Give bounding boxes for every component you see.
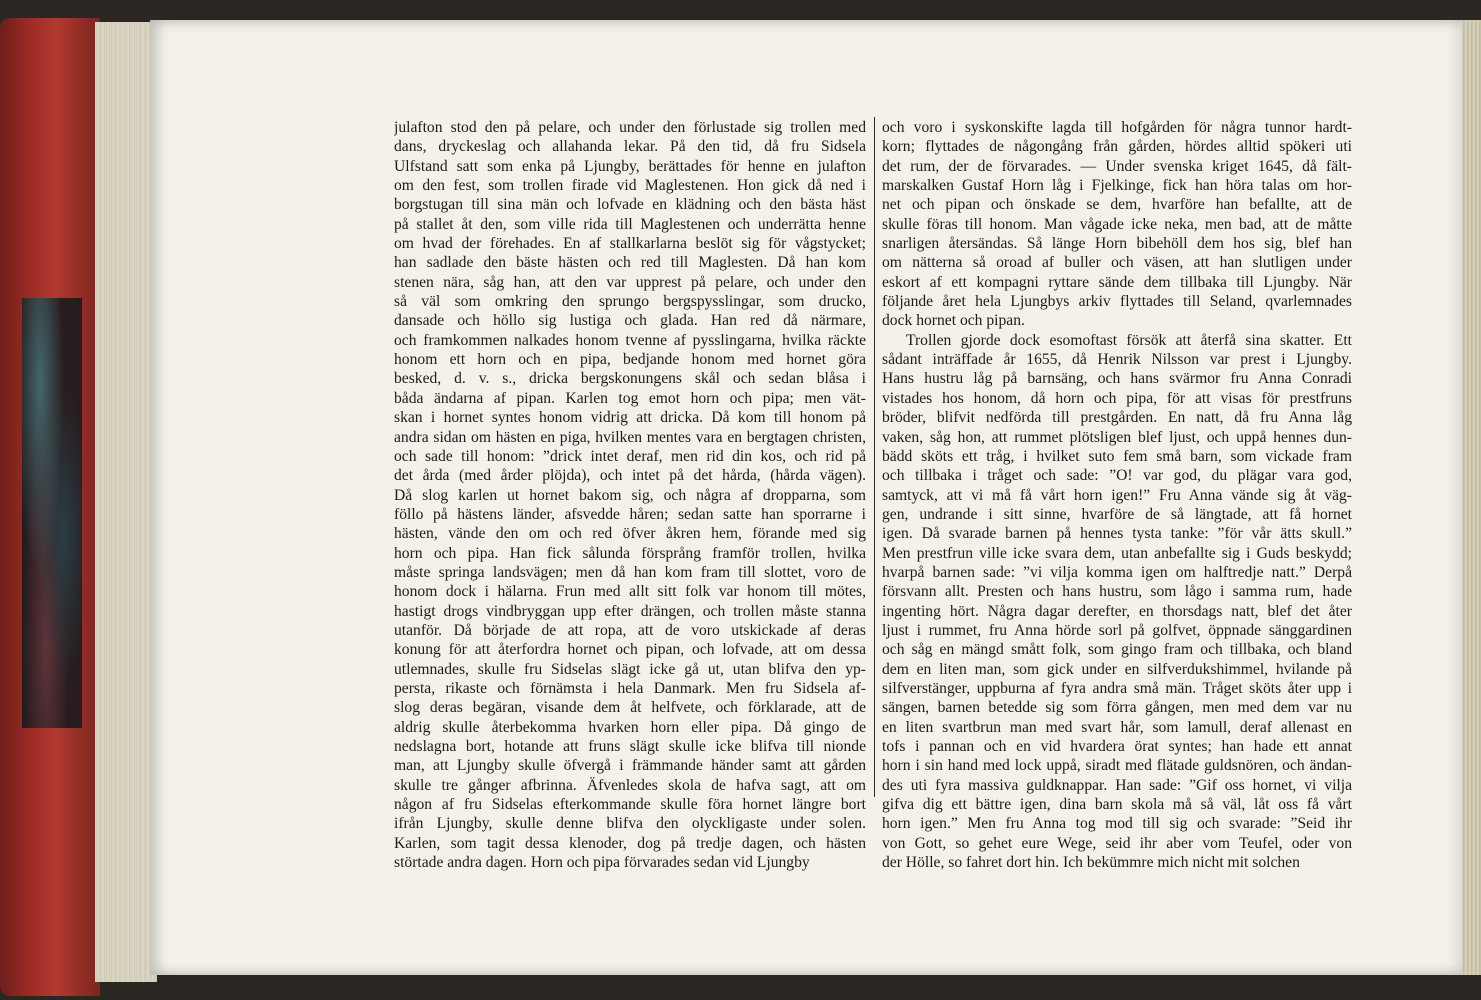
text-line: aldrig skulle återbekomma hvarken horn eller pipa. Då gingo de (394, 718, 866, 736)
text-line: och voro i syskonskifte lagda till hofgården för några tunnor hardt- (882, 119, 1352, 136)
text-line: igen. Då svarade barnen på hennes tysta tanke: ”för vår ätts skull.” (882, 525, 1352, 543)
text-line: hästen, vände den om och red öfver åkren hem, förande med sig (394, 525, 866, 543)
marbled-endpaper (22, 298, 82, 728)
text-line: stenen nära, såg han, att den var upprest på pelare, och under den (394, 273, 866, 291)
page-edges-left (95, 22, 157, 982)
text-line: utlemnades, skulle fru Sidselas slägt icke gå ut, utan blifva den yp- (394, 660, 866, 678)
text-line: båda ändarna af pipan. Karlen tog emot horn och pipa; men vät- (394, 389, 866, 407)
text-line: der Hölle, so fahret dort hin. Ich bekümmre mich nicht mit solchen (882, 854, 1300, 872)
text-line: och såg en mängd smått folk, som gingo fram och tillbaka, och bland (882, 641, 1352, 659)
text-line: det rum, der de förvarades. — Under svenska kriget 1645, då fält- (882, 157, 1352, 175)
text-line: man, att Ljungby skulle öfvergå i främmande händer samt att gården (394, 757, 866, 775)
text-line: eskort af ett kompagni ryttare sände dem tillbaka till Ljungby. När (882, 273, 1352, 291)
text-line: dem en liten man, som gick under en silfverdukshimmel, hvilande på (882, 660, 1352, 678)
text-line: bröder, blifvit nedförda till prestgården. En natt, då fru Anna låg (882, 409, 1352, 427)
text-line: ifrån Ljungby, skulle denne blifva den olyckligaste under solen. (394, 815, 866, 833)
text-line: samtyck, att vi må få vårt horn igen!” Fru Anna vände sig åt väg- (882, 486, 1352, 504)
text-line: hastigt drogs vindbryggan upp efter drängen, och trollen måste stanna (394, 602, 866, 620)
text-column-left (394, 118, 866, 872)
text-line: horn och pipa. Han fick sålunda försprång framför trollen, hvilka (394, 544, 866, 562)
text-line: korn; flyttades de någongång från gården, hördes alltid spökeri uti (882, 138, 1352, 156)
text-line: försvann allt. Presten och hans hustru, som lågo i samma rum, hade (882, 583, 1352, 601)
text-line: dansade och höllo sig lustiga och glada. Han red då närmare, (394, 312, 866, 330)
text-line: slog deras begäran, visande dem åt helfvete, och förklarade, att de (394, 699, 866, 717)
text-line: Då slog karlen ut hornet bakom sig, och några af dropparna, som (394, 486, 866, 504)
text-line: snarligen återsändas. Så länge Horn bibehöll dem hos sig, blef han (882, 235, 1352, 253)
text-line: sängen, barnen betedde sig som förra gången, men med dem var nu (882, 699, 1352, 717)
text-line: marskalken Gustaf Horn låg i Fjelkinge, fick han höra talas om hor- (882, 177, 1352, 195)
text-line: honom ett horn och en pipa, bedjande honom med hornet göra (394, 351, 866, 369)
text-line: vaken, såg hon, att rummet plötsligen blef ljust, och uppå hennes dun- (882, 428, 1352, 446)
text-line: tofs i pannan och en vid hvardera örat syntes; han hade ett annat (882, 738, 1352, 755)
text-line: horn igen.” Men fru Anna tog mod till sig och svarade: ”Seid ihr (882, 815, 1352, 833)
text-column-right (882, 118, 1352, 872)
text-line: nedslagna bort, hotande att fruns slägt skulle icke blifva till nionde (394, 738, 866, 755)
text-line: skan i hornet syntes honom vidrig att dricka. Då kom till honom på (394, 409, 866, 427)
text-line: dans, dryckeslag och allahanda lekar. På den tid, då fru Sidsela (394, 138, 866, 156)
page-edges-right (1462, 20, 1481, 975)
text-line: bädd sköts ett tråg, i hvilket suto fem små barn, som vickade fram (882, 447, 1352, 465)
text-line: han sadlade den bäste hästen och red till Maglesten. Då han kom (394, 254, 866, 272)
text-line: des uti fyra massiva guldknappar. Han sade: ”Gif oss hornet, vi vilja (882, 776, 1352, 794)
text-line: gifva dig ett bättre igen, dina barn skola må så väl, låt oss få vårt (882, 796, 1352, 814)
text-line: så väl som omkring den sprungo bergspysslingar, som drucko, (394, 293, 866, 311)
text-line: det årda (med årder plöjda), och intet på det hårda, (hårda vägen). (394, 467, 866, 485)
text-line: Trollen gjorde dock esomoftast försök att återfå sina skatter. Ett (906, 331, 1352, 349)
text-line: persta, rikaste och förnämsta i hela Danmark. Men fru Sidsela af- (394, 679, 866, 697)
text-line: julafton stod den på pelare, och under den förlustade sig trollen med (394, 119, 866, 136)
text-line: om nätterna så oroad af buller och väsen, att han slutligen under (882, 254, 1352, 272)
text-line: horn i sin hand med lock uppå, siradt med flätade guldsnören, och ändan- (882, 757, 1352, 775)
text-line: Men prestfrun ville icke svara dem, utan anbefallte sig i Guds beskydd; (882, 544, 1352, 562)
text-line: silfverstänger, uppburna af fyra andra små män. Tråget sköts åter upp i (882, 679, 1352, 697)
text-line: besked, d. v. s., dricka bergskonungens skål och sedan blåsa i (394, 370, 866, 388)
text-line: skulle tre gånger afbrinna. Äfvenledes skola de hafva sagt, att om (394, 776, 866, 794)
text-line: störtade andra dagen. Horn och pipa förvarades sedan vid Ljungby (394, 854, 810, 872)
text-line: Ulfstand satt som enka på Ljungby, berättades för henne en julafton (394, 157, 866, 175)
text-line: föllo på hästens länder, afsvedde håren; sedan satte han sporrarne i (394, 505, 866, 523)
text-line: net och pipan och önskade se dem, hvarföre han befallte, att de (882, 196, 1352, 214)
text-line: följande året hela Ljungbys arkiv flyttades till Seland, qvarlemnades (882, 293, 1352, 311)
text-line: en liten svartbrun man med svart hår, som lamull, deraf allenast en (882, 718, 1352, 736)
text-line: Karlen, som tagit dessa klenoder, dog på tredje dagen, och hästen (394, 834, 866, 852)
text-line: gen, undrande i sitt sinne, hvarföre de så längtade, att få hornet (882, 505, 1352, 523)
column-divider (874, 117, 875, 797)
text-line: om hvad der förehades. En af stallkarlarna beslöt sig för vågstycket; (394, 235, 866, 253)
text-line: och sade till honom: ”drick intet deraf, men rid din kos, och rid på (394, 447, 866, 465)
text-line: utanför. Då började de att ropa, att de voro utskickade af deras (394, 621, 866, 639)
text-line: måste springa landsvägen; men då han kom fram till slottet, voro de (394, 563, 866, 581)
text-line: borgstugan till sina män och lofvade en klädning och den bästa häst (394, 196, 866, 214)
text-line: ljust i rummet, fru Anna hörde sorl på golfvet, öppnade sänggardinen (882, 621, 1352, 639)
text-line: vistades hos honom, då horn och pipa, för att visas för prestfruns (882, 389, 1352, 407)
text-line: någon af fru Sidselas efterkommande skulle föra hornet längre bort (394, 796, 866, 814)
text-line: konung för att återfordra hornet och pipan, och lofvade, att om dessa (394, 641, 866, 659)
text-line: ingenting hört. Några dagar derefter, en thorsdags natt, blef det åter (882, 602, 1352, 620)
text-line: och tillbaka i tråget och sade: ”O! var god, du plägar vara god, (882, 467, 1352, 485)
text-line: och framkommen nalkades honom tvenne af pysslingarna, hvilka räckte (394, 331, 866, 349)
text-line: på stallet åt den, som ville rida till Maglestenen och underrätta henne (394, 215, 866, 233)
text-line: andra sidan om hästen en piga, hvilken mentes vara en bergtagen christen, (394, 428, 866, 446)
text-line: om den fest, som trollen firade vid Maglestenen. Hon gick då ned i (394, 177, 866, 195)
text-line: von Gott, so gehet eure Wege, seid ihr aber vom Teufel, oder von (882, 834, 1352, 852)
text-line: hvarpå barnen sade: ”vi vilja komma igen om halftredje natt.” Derpå (882, 563, 1352, 581)
text-line: skulle föras till honom. Man vågade icke neka, men bad, att de måtte (882, 215, 1352, 233)
text-line: sådant inträffade år 1655, då Henrik Nilsson var prest i Ljungby. (882, 351, 1352, 369)
text-line: Hans hustru låg på barnsäng, och hans svärmor fru Anna Conradi (882, 370, 1352, 388)
text-line: dock hornet och pipan. (882, 312, 1025, 330)
book-cover-spine (0, 18, 100, 996)
text-line: honom dock i hälarna. Frun med allt sitt folk var honom till mötes, (394, 583, 866, 601)
